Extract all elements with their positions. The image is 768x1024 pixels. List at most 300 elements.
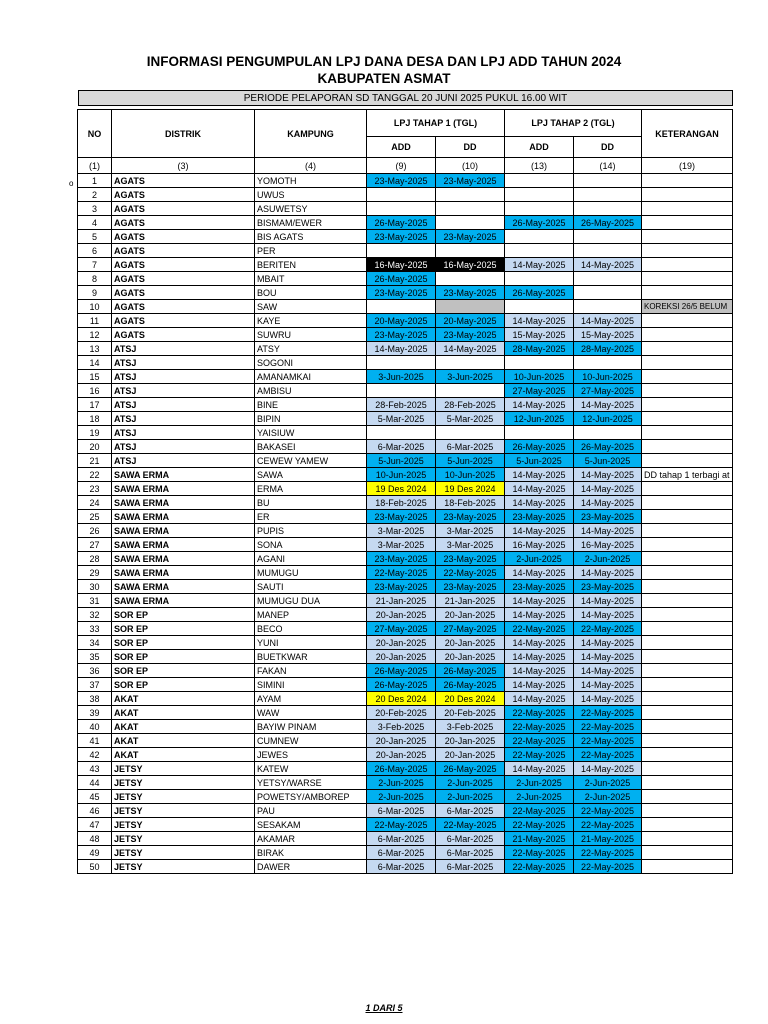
tahap1-dd-cell: 20 Des 2024 [436,692,505,706]
distrik-cell: AGATS [112,174,255,188]
tahap2-add-cell: 14-May-2025 [505,398,574,412]
distrik-cell: JETSY [112,832,255,846]
kampung-cell: SIMINI [255,678,367,692]
keterangan-cell [642,580,733,594]
tahap1-dd-cell: 27-May-2025 [436,622,505,636]
kampung-cell: AGANI [255,552,367,566]
table-row [78,174,733,188]
tahap1-add-cell [367,384,436,398]
kampung-cell: YUNI [255,636,367,650]
document-subtitle: KABUPATEN ASMAT [317,71,451,86]
distrik-cell: ATSJ [112,398,255,412]
distrik-cell: AKAT [112,720,255,734]
tahap1-add-cell: 19 Des 2024 [367,482,436,496]
tahap2-dd-cell: 12-Jun-2025 [574,412,642,426]
margin-mark: o [69,179,74,188]
row-number-cell: 4 [78,216,112,230]
row-number-cell: 40 [78,720,112,734]
tahap2-add-cell: 28-May-2025 [505,342,574,356]
tahap1-add-cell: 20 Des 2024 [367,692,436,706]
kampung-cell: BIRAK [255,846,367,860]
tahap1-add-cell: 22-May-2025 [367,566,436,580]
tahap1-dd-cell: 26-May-2025 [436,664,505,678]
tahap2-dd-cell [574,426,642,440]
row-number-cell: 22 [78,468,112,482]
table-row [78,566,733,580]
row-number-cell: 46 [78,804,112,818]
tahap2-dd-cell: 22-May-2025 [574,860,642,874]
row-number-cell: 5 [78,230,112,244]
tahap1-add-cell: 6-Mar-2025 [367,804,436,818]
tahap1-dd-cell: 6-Mar-2025 [436,440,505,454]
tahap2-add-cell: 5-Jun-2025 [505,454,574,468]
kampung-cell: SONA [255,538,367,552]
table-row [78,818,733,832]
keterangan-cell [642,482,733,496]
tahap2-add-cell: 22-May-2025 [505,622,574,636]
tahap1-add-cell: 20-Jan-2025 [367,748,436,762]
kampung-cell: SUWRU [255,328,367,342]
keterangan-cell [642,216,733,230]
tahap2-add-cell: 12-Jun-2025 [505,412,574,426]
kampung-cell: BAYIW PINAM [255,720,367,734]
tahap1-add-cell: 14-May-2025 [367,342,436,356]
row-number-cell: 26 [78,524,112,538]
tahap1-dd-cell: 16-May-2025 [436,258,505,272]
row-number-cell: 10 [78,300,112,314]
tahap1-dd-cell: 28-Feb-2025 [436,398,505,412]
tahap2-add-cell: 22-May-2025 [505,860,574,874]
table-row [78,650,733,664]
tahap1-add-cell: 3-Feb-2025 [367,720,436,734]
tahap1-dd-cell: 6-Mar-2025 [436,846,505,860]
keterangan-cell [642,384,733,398]
col-number: (19) [642,158,733,174]
col-number: (9) [367,158,436,174]
tahap2-add-cell: 14-May-2025 [505,636,574,650]
row-number-cell: 23 [78,482,112,496]
row-number-cell: 13 [78,342,112,356]
col-number: (10) [436,158,505,174]
tahap2-add-cell: 22-May-2025 [505,734,574,748]
kampung-cell: ER [255,510,367,524]
keterangan-cell [642,790,733,804]
tahap2-add-cell: 14-May-2025 [505,524,574,538]
tahap2-dd-cell: 14-May-2025 [574,608,642,622]
kampung-cell: PER [255,244,367,258]
tahap2-add-cell: 14-May-2025 [505,762,574,776]
tahap2-dd-cell [574,286,642,300]
table-row [78,524,733,538]
tahap1-dd-cell: 5-Mar-2025 [436,412,505,426]
keterangan-cell [642,720,733,734]
kampung-cell: BECO [255,622,367,636]
tahap1-dd-cell: 20-Jan-2025 [436,734,505,748]
kampung-cell: POWETSY/AMBOREP [255,790,367,804]
tahap2-add-cell [505,202,574,216]
tahap1-dd-cell: 26-May-2025 [436,762,505,776]
keterangan-cell [642,496,733,510]
kampung-cell: SAUTI [255,580,367,594]
distrik-cell: ATSJ [112,342,255,356]
tahap2-add-cell: 14-May-2025 [505,258,574,272]
row-number-cell: 15 [78,370,112,384]
tahap1-dd-cell: 23-May-2025 [436,328,505,342]
keterangan-cell [642,846,733,860]
tahap2-dd-cell: 14-May-2025 [574,762,642,776]
distrik-cell: AGATS [112,300,255,314]
tahap2-dd-cell [574,188,642,202]
tahap2-add-cell: 14-May-2025 [505,664,574,678]
distrik-cell: SOR EP [112,622,255,636]
row-number-cell: 12 [78,328,112,342]
tahap2-add-cell: 23-May-2025 [505,510,574,524]
keterangan-cell [642,440,733,454]
tahap2-add-cell [505,356,574,370]
header-tahap1-dd: DD [436,137,505,158]
keterangan-cell [642,636,733,650]
tahap1-dd-cell: 23-May-2025 [436,230,505,244]
tahap2-dd-cell: 16-May-2025 [574,538,642,552]
keterangan-cell [642,272,733,286]
row-number-cell: 6 [78,244,112,258]
tahap1-add-cell: 5-Jun-2025 [367,454,436,468]
tahap1-add-cell: 23-May-2025 [367,510,436,524]
tahap1-dd-cell [436,216,505,230]
col-number: (4) [255,158,367,174]
tahap1-add-cell: 26-May-2025 [367,678,436,692]
table-row [78,482,733,496]
table-row [78,244,733,258]
distrik-cell: JETSY [112,818,255,832]
tahap1-dd-cell: 23-May-2025 [436,174,505,188]
tahap1-dd-cell: 20-Jan-2025 [436,748,505,762]
tahap2-add-cell: 14-May-2025 [505,468,574,482]
table-row [78,510,733,524]
keterangan-cell [642,342,733,356]
row-number-cell: 37 [78,678,112,692]
tahap1-add-cell: 6-Mar-2025 [367,846,436,860]
tahap1-dd-cell: 6-Mar-2025 [436,804,505,818]
row-number-cell: 8 [78,272,112,286]
kampung-cell: BOU [255,286,367,300]
reporting-period-banner: PERIODE PELAPORAN SD TANGGAL 20 JUNI 2025 PUKUL 16.00 WIT [78,90,733,106]
tahap2-add-cell [505,426,574,440]
row-number-cell: 48 [78,832,112,846]
tahap2-dd-cell [574,202,642,216]
distrik-cell: SAWA ERMA [112,524,255,538]
table-row [78,608,733,622]
row-number-cell: 27 [78,538,112,552]
tahap2-dd-cell: 14-May-2025 [574,398,642,412]
tahap2-add-cell: 22-May-2025 [505,846,574,860]
tahap2-add-cell [505,188,574,202]
tahap1-dd-cell: 2-Jun-2025 [436,776,505,790]
distrik-cell: AGATS [112,216,255,230]
table-row [78,594,733,608]
tahap1-add-cell: 20-Jan-2025 [367,650,436,664]
tahap1-dd-cell: 3-Mar-2025 [436,538,505,552]
table-row [78,552,733,566]
keterangan-cell [642,650,733,664]
row-number-cell: 9 [78,286,112,300]
row-number-cell: 18 [78,412,112,426]
kampung-cell: BUETKWAR [255,650,367,664]
keterangan-cell [642,748,733,762]
row-number-cell: 2 [78,188,112,202]
keterangan-cell [642,776,733,790]
tahap2-add-cell: 14-May-2025 [505,566,574,580]
tahap1-add-cell: 23-May-2025 [367,286,436,300]
table-row [78,678,733,692]
table-row [78,748,733,762]
keterangan-cell [642,734,733,748]
tahap2-dd-cell: 14-May-2025 [574,482,642,496]
table-row [78,734,733,748]
header-tahap1-add: ADD [367,137,436,158]
distrik-cell: AKAT [112,692,255,706]
row-number-cell: 20 [78,440,112,454]
tahap2-dd-cell: 14-May-2025 [574,314,642,328]
kampung-cell: MUMUGU [255,566,367,580]
keterangan-cell [642,818,733,832]
tahap2-add-cell [505,244,574,258]
keterangan-cell [642,328,733,342]
tahap2-dd-cell: 27-May-2025 [574,384,642,398]
tahap1-dd-cell: 23-May-2025 [436,552,505,566]
keterangan-cell [642,398,733,412]
tahap1-dd-cell: 14-May-2025 [436,342,505,356]
header-tahap2: LPJ TAHAP 2 (TGL) [505,110,642,137]
distrik-cell: SOR EP [112,650,255,664]
tahap1-dd-cell: 20-May-2025 [436,314,505,328]
keterangan-cell [642,510,733,524]
distrik-cell: SAWA ERMA [112,482,255,496]
tahap1-dd-cell: 23-May-2025 [436,510,505,524]
kampung-cell: CEWEW YAMEW [255,454,367,468]
row-number-cell: 47 [78,818,112,832]
page-footer: 1 DARI 5 [365,1003,403,1013]
table-row [78,720,733,734]
header-no: NO [78,110,112,158]
tahap2-dd-cell: 22-May-2025 [574,706,642,720]
tahap2-add-cell [505,272,574,286]
tahap1-dd-cell [436,244,505,258]
distrik-cell: AGATS [112,286,255,300]
kampung-cell: AYAM [255,692,367,706]
header-kampung: KAMPUNG [255,110,367,158]
tahap2-dd-cell: 22-May-2025 [574,846,642,860]
tahap2-dd-cell: 10-Jun-2025 [574,370,642,384]
tahap2-dd-cell: 26-May-2025 [574,440,642,454]
table-row [78,342,733,356]
keterangan-cell [642,412,733,426]
kampung-cell: SAWA [255,468,367,482]
document-title: INFORMASI PENGUMPULAN LPJ DANA DESA DAN LPJ ADD TAHUN 2024 [146,54,622,69]
row-number-cell: 35 [78,650,112,664]
tahap2-dd-cell [574,272,642,286]
row-number-cell: 21 [78,454,112,468]
row-number-cell: 41 [78,734,112,748]
keterangan-cell [642,678,733,692]
tahap2-add-cell: 2-Jun-2025 [505,776,574,790]
tahap1-dd-cell: 20-Jan-2025 [436,608,505,622]
kampung-cell: CUMNEW [255,734,367,748]
kampung-cell: MUMUGU DUA [255,594,367,608]
kampung-cell: UWUS [255,188,367,202]
tahap2-dd-cell [574,244,642,258]
row-number-cell: 16 [78,384,112,398]
kampung-cell: KAYE [255,314,367,328]
tahap1-add-cell: 20-Feb-2025 [367,706,436,720]
header-tahap2-dd: DD [574,137,642,158]
tahap2-dd-cell: 14-May-2025 [574,650,642,664]
kampung-cell: BAKASEI [255,440,367,454]
tahap2-add-cell: 14-May-2025 [505,314,574,328]
kampung-cell: PAU [255,804,367,818]
header-keterangan: KETERANGAN [642,110,733,158]
distrik-cell: SAWA ERMA [112,510,255,524]
row-number-cell: 19 [78,426,112,440]
tahap1-dd-cell: 3-Mar-2025 [436,524,505,538]
keterangan-cell [642,286,733,300]
table-row [78,370,733,384]
tahap2-add-cell: 14-May-2025 [505,594,574,608]
tahap1-dd-cell: 22-May-2025 [436,818,505,832]
row-number-cell: 14 [78,356,112,370]
distrik-cell: SAWA ERMA [112,496,255,510]
table-row [78,412,733,426]
tahap1-dd-cell [436,188,505,202]
tahap2-dd-cell: 22-May-2025 [574,734,642,748]
tahap2-dd-cell: 26-May-2025 [574,216,642,230]
col-number: (14) [574,158,642,174]
tahap2-add-cell: 14-May-2025 [505,678,574,692]
tahap2-add-cell: 2-Jun-2025 [505,552,574,566]
row-number-cell: 49 [78,846,112,860]
table-row [78,272,733,286]
row-number-cell: 33 [78,622,112,636]
distrik-cell: AGATS [112,188,255,202]
table-row [78,692,733,706]
row-number-cell: 29 [78,566,112,580]
keterangan-cell [642,706,733,720]
keterangan-cell [642,524,733,538]
keterangan-cell [642,174,733,188]
keterangan-cell [642,370,733,384]
row-number-cell: 25 [78,510,112,524]
tahap1-add-cell: 16-May-2025 [367,258,436,272]
kampung-cell: BERITEN [255,258,367,272]
tahap2-dd-cell: 22-May-2025 [574,804,642,818]
table-row [78,426,733,440]
tahap1-add-cell: 23-May-2025 [367,230,436,244]
tahap2-add-cell: 26-May-2025 [505,216,574,230]
header-tahap2-add: ADD [505,137,574,158]
keterangan-cell [642,188,733,202]
table-row [78,664,733,678]
kampung-cell: ATSY [255,342,367,356]
tahap2-dd-cell: 14-May-2025 [574,636,642,650]
distrik-cell: AKAT [112,748,255,762]
kampung-cell: SAW [255,300,367,314]
table-row [78,468,733,482]
tahap2-dd-cell: 14-May-2025 [574,594,642,608]
keterangan-cell: KOREKSI 26/5 BELUM [642,300,733,314]
tahap2-add-cell: 22-May-2025 [505,720,574,734]
tahap1-add-cell: 10-Jun-2025 [367,468,436,482]
keterangan-cell [642,608,733,622]
tahap2-dd-cell: 14-May-2025 [574,524,642,538]
tahap2-add-cell [505,174,574,188]
distrik-cell: SAWA ERMA [112,552,255,566]
tahap2-dd-cell: 14-May-2025 [574,678,642,692]
table-row [78,860,733,874]
table-row [78,328,733,342]
distrik-cell: AKAT [112,706,255,720]
keterangan-cell [642,426,733,440]
tahap2-dd-cell: 14-May-2025 [574,566,642,580]
kampung-cell: BISMAM/EWER [255,216,367,230]
tahap1-dd-cell [436,202,505,216]
keterangan-cell [642,692,733,706]
tahap2-dd-cell: 21-May-2025 [574,832,642,846]
row-number-cell: 34 [78,636,112,650]
tahap1-add-cell: 3-Mar-2025 [367,538,436,552]
tahap1-add-cell: 26-May-2025 [367,272,436,286]
kampung-cell: ERMA [255,482,367,496]
tahap1-add-cell: 27-May-2025 [367,622,436,636]
tahap2-dd-cell: 5-Jun-2025 [574,454,642,468]
table-row [78,216,733,230]
tahap2-add-cell: 22-May-2025 [505,818,574,832]
table-row [78,384,733,398]
keterangan-cell [642,594,733,608]
tahap1-dd-cell [436,300,505,314]
tahap2-add-cell: 22-May-2025 [505,706,574,720]
header-distrik: DISTRIK [112,110,255,158]
tahap2-dd-cell: 14-May-2025 [574,692,642,706]
keterangan-cell: DD tahap 1 terbagi at [642,468,733,482]
tahap1-add-cell: 3-Jun-2025 [367,370,436,384]
tahap1-add-cell [367,426,436,440]
tahap2-dd-cell: 22-May-2025 [574,748,642,762]
tahap2-add-cell [505,230,574,244]
row-number-cell: 31 [78,594,112,608]
keterangan-cell [642,566,733,580]
distrik-cell: ATSJ [112,356,255,370]
distrik-cell: AGATS [112,314,255,328]
table-row [78,636,733,650]
table-row [78,706,733,720]
distrik-cell: AGATS [112,244,255,258]
table-row [78,776,733,790]
kampung-cell: FAKAN [255,664,367,678]
table-row [78,846,733,860]
kampung-cell: AKAMAR [255,832,367,846]
table-row [78,496,733,510]
tahap2-dd-cell: 14-May-2025 [574,258,642,272]
tahap2-dd-cell: 14-May-2025 [574,664,642,678]
kampung-cell: BIS AGATS [255,230,367,244]
table-row [78,580,733,594]
tahap2-add-cell: 14-May-2025 [505,608,574,622]
tahap1-add-cell: 26-May-2025 [367,762,436,776]
tahap1-add-cell [367,300,436,314]
distrik-cell: ATSJ [112,454,255,468]
tahap1-dd-cell [436,272,505,286]
table-row [78,454,733,468]
